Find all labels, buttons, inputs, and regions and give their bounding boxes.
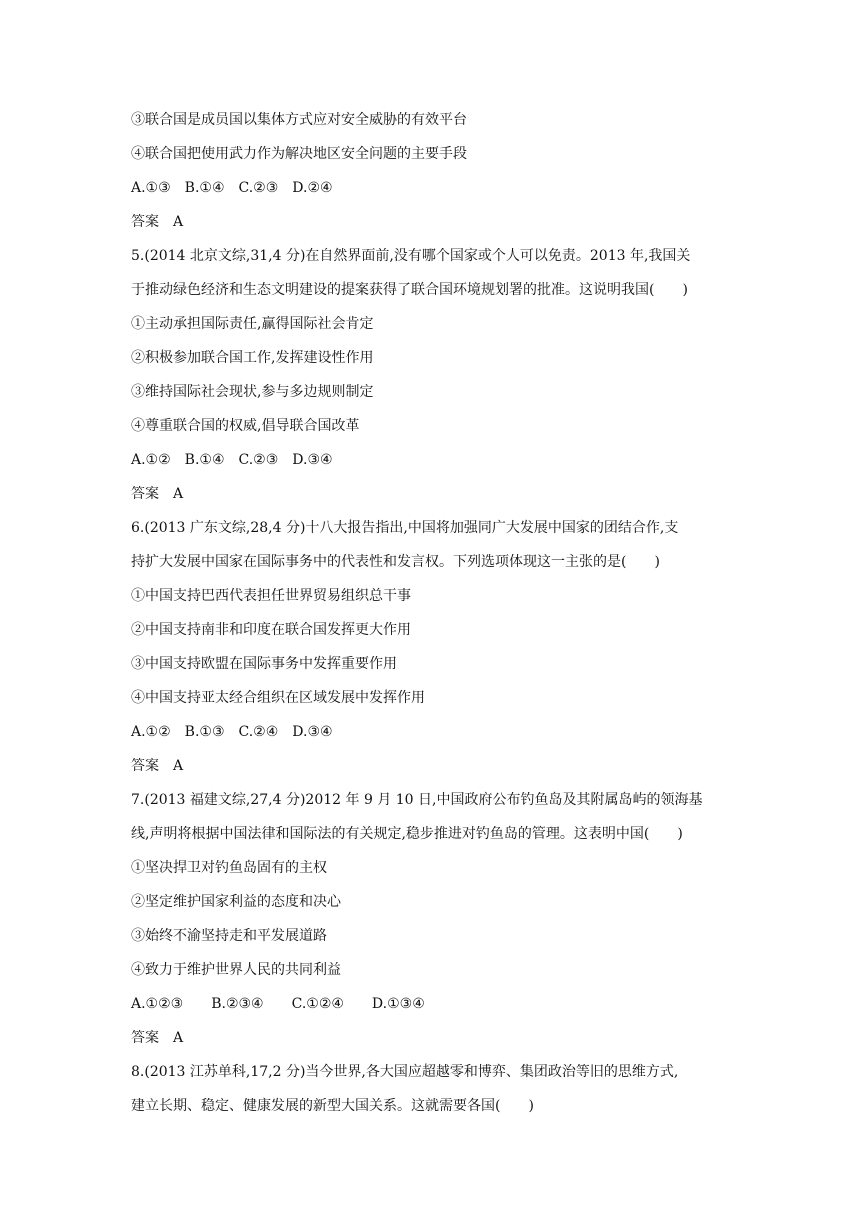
option-line: ①中国支持巴西代表担任世界贸易组织总干事 [131, 588, 411, 604]
question-7-stem-cont: 线,声明将根据中国法律和国际法的有关规定,稳步推进对钓鱼岛的管理。这表明中国( ) [131, 826, 683, 842]
option-line: ③维持国际社会现状,参与多边规则制定 [131, 384, 374, 400]
answer-line: 答案 A [131, 486, 184, 502]
question-7-stem: 7.(2013 福建文综,27,4 分)2012 年 9 月 10 日,中国政府公布钓鱼岛及其附属岛屿的领海基 [131, 792, 703, 808]
option-line: ①主动承担国际责任,赢得国际社会肯定 [131, 316, 374, 332]
option-line: ①坚决捍卫对钓鱼岛固有的主权 [131, 860, 327, 876]
answer-line: 答案 A [131, 214, 184, 230]
question-6-stem-cont: 持扩大发展中国家在国际事务中的代表性和发言权。下列选项体现这一主张的是( ) [131, 554, 660, 570]
option-line: ②积极参加联合国工作,发挥建设性作用 [131, 350, 374, 366]
answer-choices: A.①② B.①④ C.②③ D.③④ [131, 452, 333, 468]
document-body [131, 108, 731, 1128]
answer-choices: A.①③ B.①④ C.②③ D.②④ [131, 180, 333, 196]
question-5-stem: 5.(2014 北京文综,31,4 分)在自然界面前,没有哪个国家或个人可以免责。2013 年,我国关 [131, 248, 691, 264]
option-line: ③联合国是成员国以集体方式应对安全威胁的有效平台 [131, 112, 467, 128]
answer-choices: A.①② B.①③ C.②④ D.③④ [131, 724, 333, 740]
option-line: ③中国支持欧盟在国际事务中发挥重要作用 [131, 656, 397, 672]
option-line: ④尊重联合国的权威,倡导联合国改革 [131, 418, 360, 434]
question-8-stem: 8.(2013 江苏单科,17,2 分)当今世界,各大国应超越零和博弈、集团政治等旧的思维方式, [131, 1064, 679, 1080]
question-6-stem: 6.(2013 广东文综,28,4 分)十八大报告指出,中国将加强同广大发展中国家的团结合作,支 [131, 520, 679, 536]
option-line: ④中国支持亚太经合组织在区域发展中发挥作用 [131, 690, 425, 706]
question-8-stem-cont: 建立长期、稳定、健康发展的新型大国关系。这就需要各国( ) [131, 1098, 534, 1114]
option-line: ③始终不渝坚持走和平发展道路 [131, 928, 327, 944]
question-5-stem-cont: 于推动绿色经济和生态文明建设的提案获得了联合国环境规划署的批准。这说明我国( ) [131, 282, 688, 298]
answer-choices: A.①②③ B.②③④ C.①②④ D.①③④ [131, 996, 425, 1012]
option-line: ②中国支持南非和印度在联合国发挥更大作用 [131, 622, 411, 638]
answer-line: 答案 A [131, 758, 184, 774]
option-line: ②坚定维护国家利益的态度和决心 [131, 894, 341, 910]
answer-line: 答案 A [131, 1030, 184, 1046]
option-line: ④联合国把使用武力作为解决地区安全问题的主要手段 [131, 146, 467, 162]
option-line: ④致力于维护世界人民的共同利益 [131, 962, 341, 978]
